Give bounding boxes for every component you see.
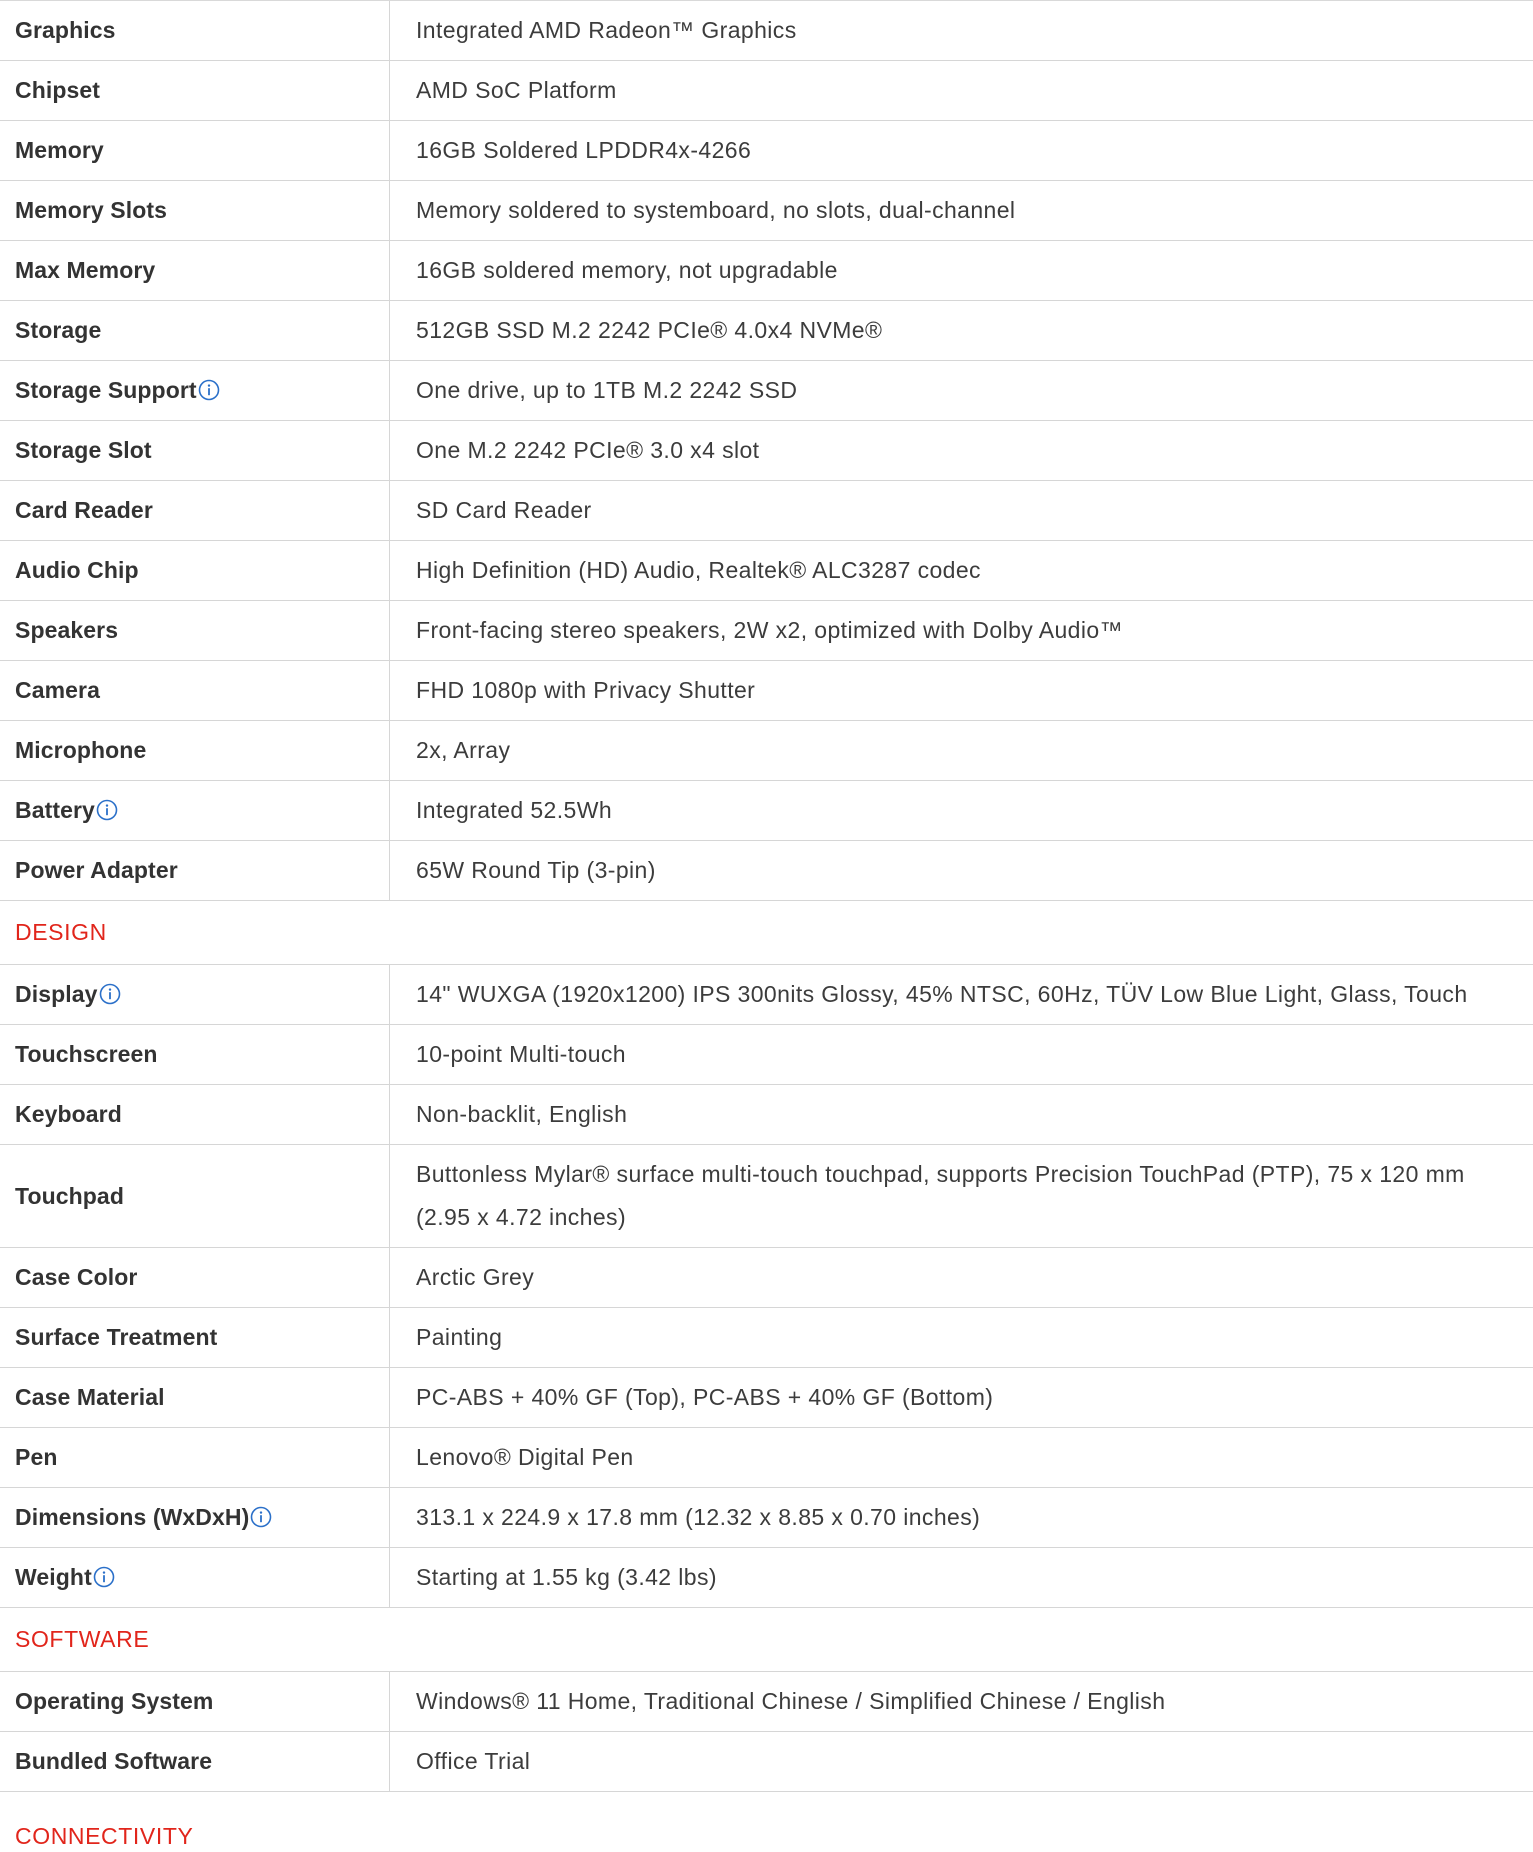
spec-label xyxy=(0,181,390,240)
spec-row-touchpad xyxy=(0,1145,1533,1248)
spec-label xyxy=(0,1428,390,1487)
spec-label xyxy=(0,1248,390,1307)
spec-label-text: Keyboard xyxy=(15,1101,122,1127)
spec-row-chipset xyxy=(0,61,1533,121)
info-icon[interactable] xyxy=(96,799,118,821)
spec-label-text: Case Color xyxy=(15,1264,138,1290)
spec-row-memory-slots xyxy=(0,181,1533,241)
spec-label-text: Memory xyxy=(15,137,104,163)
spec-row-dimensions-wxdxh xyxy=(0,1488,1533,1548)
info-icon[interactable] xyxy=(99,983,121,1005)
spec-value: Painting xyxy=(416,1324,503,1350)
spec-row-battery xyxy=(0,781,1533,841)
spec-label xyxy=(0,1145,390,1247)
spec-label xyxy=(0,241,390,300)
spec-value: FHD 1080p with Privacy Shutter xyxy=(416,677,756,703)
spec-row-memory xyxy=(0,121,1533,181)
spec-label-text: Card Reader xyxy=(15,497,153,523)
spec-label xyxy=(0,1548,390,1607)
spec-label xyxy=(0,1308,390,1367)
spec-label xyxy=(0,301,390,360)
spec-value: 2x, Array xyxy=(416,737,511,763)
spec-row-case-color xyxy=(0,1248,1533,1308)
spec-row-surface-treatment xyxy=(0,1308,1533,1368)
spec-value: Integrated 52.5Wh xyxy=(416,797,613,823)
spec-value: Lenovo® Digital Pen xyxy=(416,1444,634,1470)
spec-value: 65W Round Tip (3-pin) xyxy=(416,857,656,883)
spec-label xyxy=(0,541,390,600)
spec-value: 14" WUXGA (1920x1200) IPS 300nits Glossy, 45% NTSC, 60Hz, TÜV Low Blue Light, Glass, Touch xyxy=(416,981,1468,1007)
spec-row-keyboard xyxy=(0,1085,1533,1145)
spec-label-text: Microphone xyxy=(15,737,147,763)
spec-label-text: Chipset xyxy=(15,77,101,103)
spec-label-text: Graphics xyxy=(15,17,116,43)
spec-label xyxy=(0,1085,390,1144)
spec-label-text: Surface Treatment xyxy=(15,1324,218,1350)
spec-label-text: Bundled Software xyxy=(15,1748,213,1774)
spec-row-storage-slot xyxy=(0,421,1533,481)
spec-label xyxy=(0,1488,390,1547)
spec-label xyxy=(0,1672,390,1731)
spec-label-text: Touchpad xyxy=(15,1182,124,1209)
spec-value: Front-facing stereo speakers, 2W x2, optimized with Dolby Audio™ xyxy=(416,617,1123,643)
spec-value: 512GB SSD M.2 2242 PCIe® 4.0x4 NVMe® xyxy=(416,317,883,343)
spec-row-bundled-software xyxy=(0,1732,1533,1792)
spec-label xyxy=(0,1732,390,1791)
info-icon[interactable] xyxy=(93,1566,115,1588)
spec-value: 10-point Multi-touch xyxy=(416,1041,626,1067)
spec-label xyxy=(0,121,390,180)
spec-label xyxy=(0,661,390,720)
spec-label-text: Dimensions (WxDxH) xyxy=(15,1504,250,1530)
spec-row-speakers xyxy=(0,601,1533,661)
spec-row-camera xyxy=(0,661,1533,721)
spec-row-weight xyxy=(0,1548,1533,1608)
spec-value: 16GB Soldered LPDDR4x-4266 xyxy=(416,137,752,163)
spec-label-text: Display xyxy=(15,981,98,1007)
spec-label xyxy=(0,721,390,780)
spec-row-storage-support xyxy=(0,361,1533,421)
section-heading-connectivity: CONNECTIVITY xyxy=(15,1823,194,1849)
spec-row-pen xyxy=(0,1428,1533,1488)
spec-label-text: Storage Support xyxy=(15,377,197,403)
spec-label xyxy=(0,841,390,900)
spec-label xyxy=(0,61,390,120)
spec-value: PC-ABS + 40% GF (Top), PC-ABS + 40% GF (Bottom) xyxy=(416,1384,994,1410)
spec-label-text: Storage Slot xyxy=(15,437,152,463)
spec-value: 16GB soldered memory, not upgradable xyxy=(416,257,838,283)
spec-label xyxy=(0,1,390,60)
spec-value: Office Trial xyxy=(416,1748,531,1774)
spec-value: SD Card Reader xyxy=(416,497,592,523)
section-heading-software: SOFTWARE xyxy=(0,1608,1533,1672)
spec-label-text: Memory Slots xyxy=(15,197,168,223)
spec-label xyxy=(0,481,390,540)
spec-label-text: Power Adapter xyxy=(15,857,178,883)
spec-row-audio-chip xyxy=(0,541,1533,601)
spec-label xyxy=(0,1025,390,1084)
spec-label-text: Case Material xyxy=(15,1384,165,1410)
info-icon[interactable] xyxy=(250,1506,272,1528)
spec-label-text: Battery xyxy=(15,797,95,823)
spec-value: One drive, up to 1TB M.2 2242 SSD xyxy=(416,377,798,403)
spec-row-max-memory xyxy=(0,241,1533,301)
spec-label-text: Audio Chip xyxy=(15,557,139,583)
spec-label xyxy=(0,781,390,840)
spec-value: Buttonless Mylar® surface multi-touch touchpad, supports Precision TouchPad (PTP), 75 x 120 mm (2.95 x 4.72 inches) xyxy=(416,1161,1465,1230)
spec-label-text: Operating System xyxy=(15,1688,214,1714)
spec-label xyxy=(0,361,390,420)
spec-row-power-adapter xyxy=(0,841,1533,901)
spec-label-text: Weight xyxy=(15,1564,92,1590)
spec-row-graphics xyxy=(0,1,1533,61)
spec-row-microphone xyxy=(0,721,1533,781)
spec-label xyxy=(0,1368,390,1427)
spec-label xyxy=(0,965,390,1024)
spec-row-touchscreen xyxy=(0,1025,1533,1085)
spec-value: Arctic Grey xyxy=(416,1264,535,1290)
spec-label-text: Max Memory xyxy=(15,257,156,283)
spec-row-operating-system xyxy=(0,1672,1533,1732)
spec-label-text: Camera xyxy=(15,677,100,703)
spec-label-text: Speakers xyxy=(15,617,119,643)
info-icon[interactable] xyxy=(198,379,220,401)
spec-row-storage xyxy=(0,301,1533,361)
spec-label-text: Pen xyxy=(15,1444,58,1470)
spec-label xyxy=(0,421,390,480)
spec-value: AMD SoC Platform xyxy=(416,77,617,103)
spec-value: One M.2 2242 PCIe® 3.0 x4 slot xyxy=(416,437,760,463)
spec-value: Memory soldered to systemboard, no slots, dual-channel xyxy=(416,197,1016,223)
spec-value: 313.1 x 224.9 x 17.8 mm (12.32 x 8.85 x 0.70 inches) xyxy=(416,1504,981,1530)
spec-row-case-material xyxy=(0,1368,1533,1428)
spec-value: Non-backlit, English xyxy=(416,1101,628,1127)
spec-row-display xyxy=(0,965,1533,1025)
spec-value: Integrated AMD Radeon™ Graphics xyxy=(416,17,797,43)
spec-value: Windows® 11 Home, Traditional Chinese / Simplified Chinese / English xyxy=(416,1688,1166,1714)
spec-label-text: Storage xyxy=(15,317,102,343)
spec-value: High Definition (HD) Audio, Realtek® ALC3287 codec xyxy=(416,557,981,583)
spec-value: Starting at 1.55 kg (3.42 lbs) xyxy=(416,1564,717,1590)
spec-row-card-reader xyxy=(0,481,1533,541)
section-heading-design: DESIGN xyxy=(0,901,1533,965)
spec-label-text: Touchscreen xyxy=(15,1041,158,1067)
spec-label xyxy=(0,601,390,660)
